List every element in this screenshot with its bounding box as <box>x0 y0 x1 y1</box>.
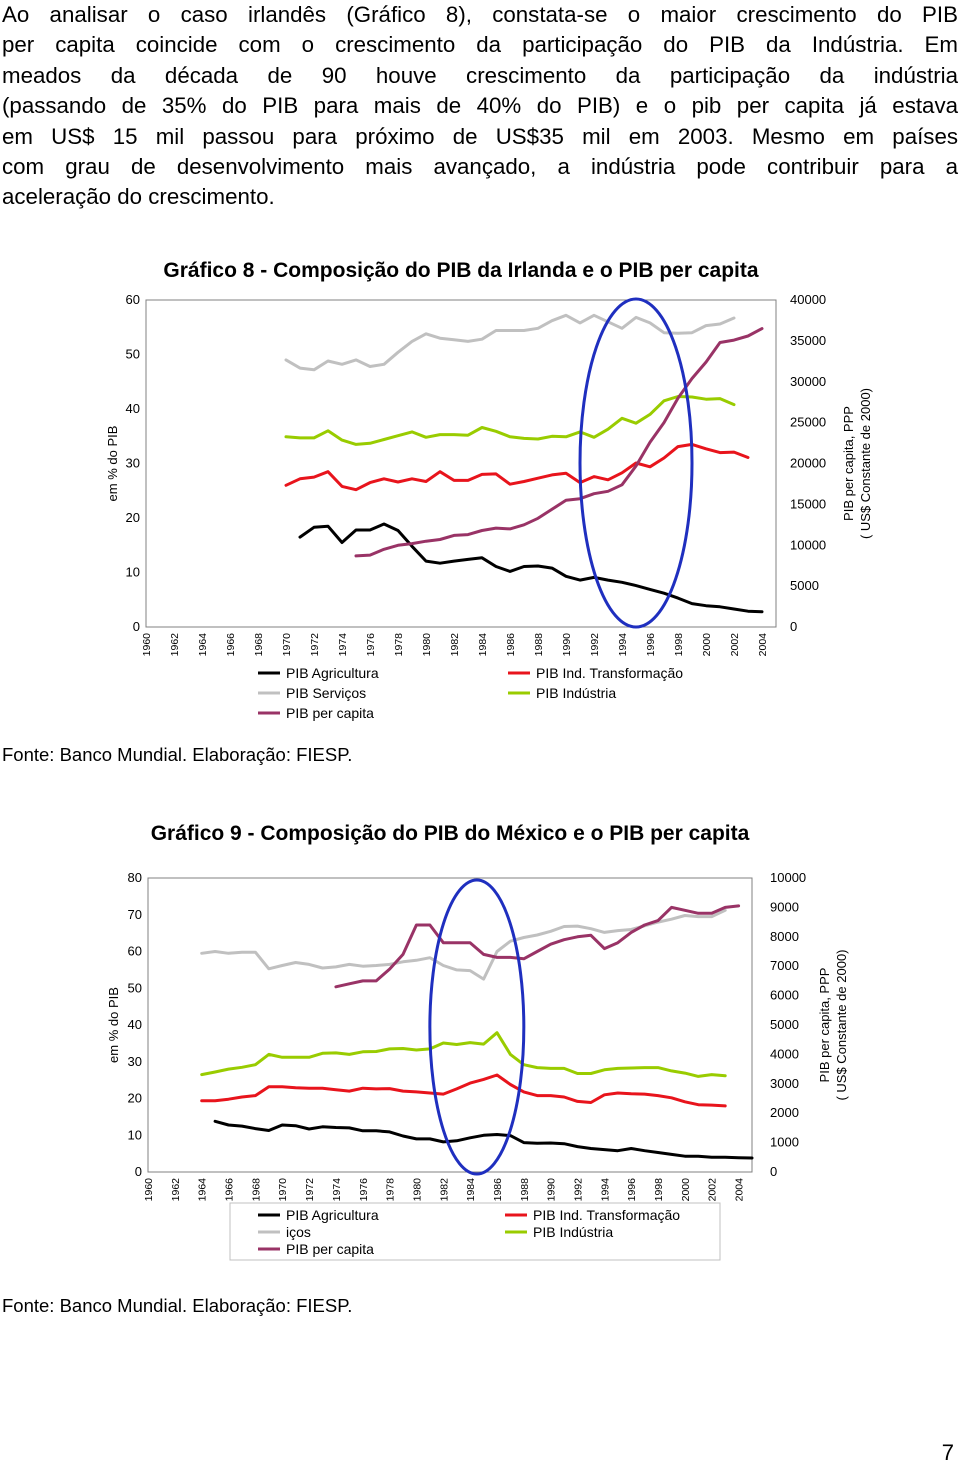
x-tick-label: 1986 <box>491 1178 504 1202</box>
legend-label: PIB Ind. Transformação <box>536 665 684 681</box>
paragraph-line: aceleração do crescimento. <box>2 184 275 210</box>
series-line <box>286 444 748 489</box>
chart-mexico <box>0 805 960 1285</box>
right-tick-label: 40000 <box>790 292 827 307</box>
x-tick-label: 1976 <box>365 633 377 657</box>
right-tick-label: 30000 <box>790 373 827 389</box>
series-line <box>300 524 762 612</box>
x-tick-label: 1966 <box>225 633 237 657</box>
x-tick-label: 1972 <box>304 1178 317 1202</box>
x-tick-label: 1968 <box>250 1178 263 1202</box>
legend-label: PIB per capita <box>286 705 374 721</box>
x-tick-label: 1994 <box>617 633 629 657</box>
page-number: 7 <box>941 1440 954 1465</box>
y-axis-label-left: em % do PIB <box>105 425 120 502</box>
x-tick-label: 1986 <box>505 633 517 657</box>
x-tick-label: 1964 <box>196 1178 209 1202</box>
left-tick-label: 80 <box>127 870 142 885</box>
right-tick-label: 5000 <box>770 1017 799 1032</box>
left-tick-label: 30 <box>127 1053 142 1069</box>
y-axis-label-right-units: ( US$ Constante de 2000) <box>834 949 849 1101</box>
x-tick-label: 2004 <box>757 633 769 657</box>
right-tick-label: 10000 <box>770 870 807 885</box>
x-tick-label: 1970 <box>281 633 293 657</box>
right-tick-label: 4000 <box>770 1046 799 1062</box>
right-tick-label: 0 <box>770 1164 778 1179</box>
left-tick-label: 20 <box>127 1090 142 1106</box>
x-tick-label: 1960 <box>143 1178 155 1202</box>
x-tick-label: 1964 <box>197 633 209 657</box>
right-tick-label: 8000 <box>770 928 799 944</box>
x-tick-label: 1988 <box>533 633 545 657</box>
x-tick-label: 1998 <box>653 1178 666 1202</box>
x-tick-label: 1972 <box>309 633 321 657</box>
left-tick-label: 20 <box>125 510 140 525</box>
right-tick-label: 15000 <box>790 496 827 512</box>
x-tick-label: 1984 <box>465 1178 478 1202</box>
x-tick-label: 1962 <box>169 1178 182 1202</box>
left-tick-label: 60 <box>125 292 140 307</box>
x-tick-label: 2002 <box>729 633 741 657</box>
series-line <box>202 1033 726 1077</box>
x-tick-label: 1982 <box>449 633 461 657</box>
right-tick-label: 0 <box>790 619 798 634</box>
right-tick-label: 20000 <box>790 455 827 471</box>
left-tick-label: 0 <box>134 1164 142 1179</box>
left-tick-label: 10 <box>125 564 140 580</box>
legend-label: PIB per capita <box>286 1241 374 1257</box>
chart-title: Gráfico 9 - Composição do PIB do México e o PIB per capita <box>150 822 750 845</box>
x-tick-label: 2000 <box>701 633 713 657</box>
paragraph-line: em US$ 15 mil passou para próximo de US$35 mil em 2003. Mesmo em países <box>2 123 958 149</box>
source-note: Fonte: Banco Mundial. Elaboração: FIESP. <box>2 744 353 765</box>
source-note: Fonte: Banco Mundial. Elaboração: FIESP. <box>2 1295 353 1316</box>
x-tick-label: 1974 <box>337 633 349 657</box>
y-axis-label-right-units: ( US$ Constante de 2000) <box>858 387 873 540</box>
x-tick-label: 1992 <box>589 633 601 657</box>
legend-label: iços <box>286 1224 311 1240</box>
x-tick-label: 1994 <box>599 1178 612 1202</box>
paragraph-line: Ao analisar o caso irlandês (Gráfico 8), constata-se o maior crescimento do PIB <box>2 2 958 27</box>
x-tick-label: 1982 <box>438 1178 451 1202</box>
chart-ireland <box>0 245 960 765</box>
series-line <box>215 1121 752 1158</box>
right-tick-label: 25000 <box>790 414 827 430</box>
left-tick-label: 0 <box>132 619 140 634</box>
x-tick-label: 1992 <box>572 1178 585 1202</box>
x-tick-label: 1988 <box>518 1178 531 1202</box>
x-tick-label: 1966 <box>223 1178 236 1202</box>
legend-label: PIB Agricultura <box>286 1207 379 1223</box>
x-tick-label: 1970 <box>277 1178 290 1202</box>
legend-label: PIB Agricultura <box>286 665 379 681</box>
left-tick-label: 40 <box>127 1017 142 1032</box>
x-tick-label: 1978 <box>384 1178 397 1202</box>
highlight-ellipse <box>430 880 524 1174</box>
paragraph-line: meados da década de 90 houve crescimento da participação da indústria <box>2 62 958 88</box>
x-tick-label: 1996 <box>626 1178 639 1202</box>
y-axis-label-right: PIB per capita, PPP <box>817 967 832 1083</box>
y-axis-label-right: PIB per capita, PPP <box>841 406 856 521</box>
legend-label: PIB Serviços <box>286 685 367 701</box>
left-tick-label: 30 <box>125 455 140 471</box>
left-tick-label: 50 <box>127 980 142 996</box>
x-tick-label: 1990 <box>561 633 573 657</box>
series-line <box>356 329 762 556</box>
right-tick-label: 35000 <box>790 332 827 348</box>
intro-paragraph <box>2 0 958 213</box>
right-tick-label: 2000 <box>770 1105 799 1121</box>
x-tick-label: 1980 <box>411 1178 424 1202</box>
x-tick-label: 1990 <box>545 1178 558 1202</box>
x-tick-label: 1974 <box>330 1178 343 1202</box>
chart-title: Gráfico 8 - Composição do PIB da Irlanda e o PIB per capita <box>163 259 759 282</box>
right-tick-label: 7000 <box>770 958 799 974</box>
right-tick-label: 10000 <box>790 537 827 553</box>
series-line <box>202 1075 726 1106</box>
x-tick-label: 1960 <box>141 633 153 657</box>
x-tick-label: 1984 <box>477 633 489 657</box>
x-tick-label: 1980 <box>421 633 433 657</box>
x-tick-label: 1968 <box>253 633 265 657</box>
left-tick-label: 50 <box>125 346 140 362</box>
left-tick-label: 10 <box>127 1127 142 1143</box>
x-tick-label: 1976 <box>357 1178 370 1202</box>
left-tick-label: 40 <box>125 401 140 416</box>
legend-label: PIB Ind. Transformação <box>533 1207 681 1223</box>
plot-area <box>146 300 776 627</box>
legend-label: PIB Indústria <box>533 1224 614 1240</box>
legend-label: PIB Indústria <box>536 685 617 701</box>
right-tick-label: 1000 <box>770 1134 799 1150</box>
left-tick-label: 70 <box>127 906 142 922</box>
x-tick-label: 2004 <box>733 1178 746 1202</box>
series-line <box>202 910 726 979</box>
left-tick-label: 60 <box>127 943 142 959</box>
x-tick-label: 1996 <box>645 633 657 657</box>
x-tick-label: 1998 <box>673 633 685 657</box>
x-tick-label: 1978 <box>393 633 405 657</box>
paragraph-line: (passando de 35% do PIB para mais de 40% do PIB) e o pib per capita já estava <box>2 93 958 119</box>
y-axis-label-left: em % do PIB <box>106 987 121 1063</box>
right-tick-label: 6000 <box>770 987 799 1003</box>
x-tick-label: 2002 <box>706 1178 719 1202</box>
x-tick-label: 1962 <box>169 633 181 657</box>
right-tick-label: 5000 <box>790 578 819 594</box>
right-tick-label: 3000 <box>770 1075 799 1091</box>
x-tick-label: 2000 <box>679 1178 692 1202</box>
paragraph-line: per capita coincide com o crescimento da participação do PIB da Indústria. Em <box>2 32 958 58</box>
paragraph-line: com grau de desenvolvimento mais avançado, a indústria pode contribuir para a <box>2 154 958 180</box>
right-tick-label: 9000 <box>770 899 799 915</box>
